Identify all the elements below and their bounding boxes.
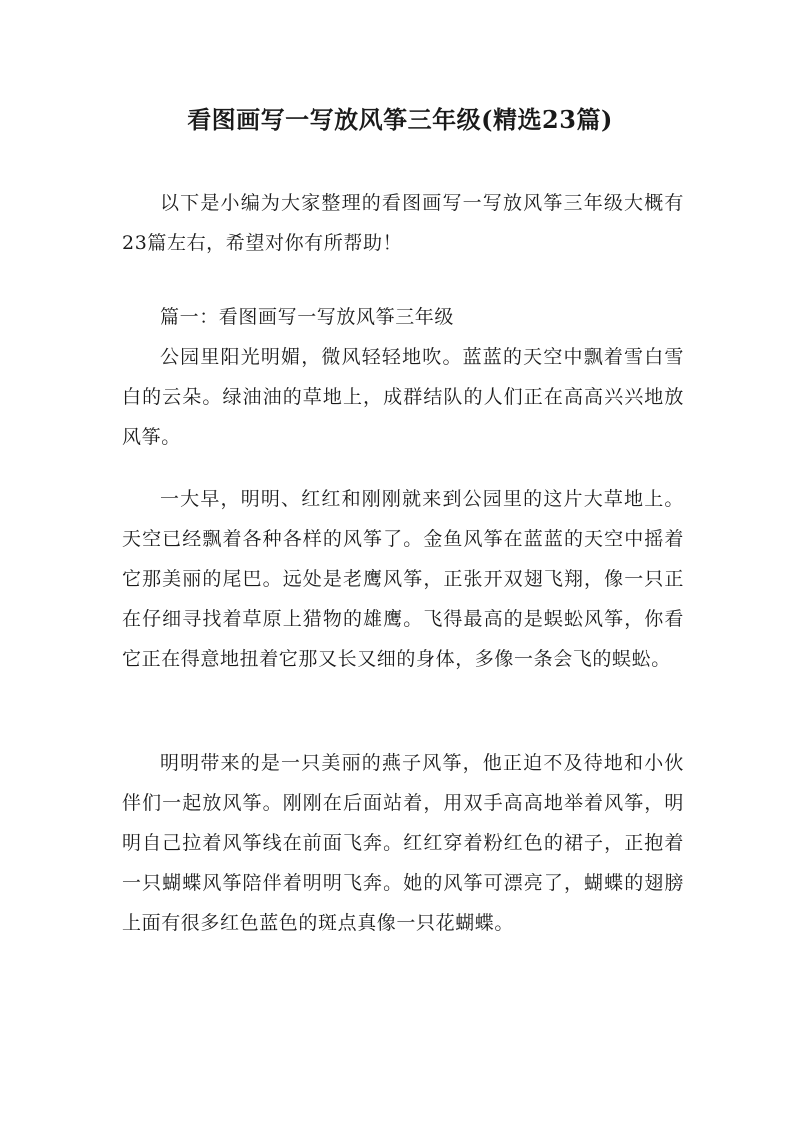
paragraph-1: 公园里阳光明媚，微风轻轻地吹。蓝蓝的天空中飘着雪白雪白的云朵。绿油油的草地上，成群结队的人们正在高高兴兴地放风筝。 [122,346,684,448]
section-heading: 篇一：看图画写一写放风筝三年级 [160,306,455,328]
paragraph-3-block [122,743,684,943]
intro-block [122,183,684,263]
section-one [122,297,684,457]
intro-paragraph: 以下是小编为大家整理的看图画写一写放风筝三年级大概有23篇左右，希望对你有所帮助！ [122,192,684,254]
paragraph-2: 一大早，明明、红红和刚刚就来到公园里的这片大草地上。天空已经飘着各种各样的风筝了。金鱼风筝在蓝蓝的天空中摇着它那美丽的尾巴。远处是老鹰风筝，正张开双翅飞翔，像一只正在仔细寻找着草原上猎物的雄鹰。飞得最高的是蜈蚣风筝，你看它正在得意地扭着它那又长又细的身体，多像一条会飞的蜈蚣。 [122,488,684,670]
paragraph-3: 明明带来的是一只美丽的燕子风筝，他正迫不及待地和小伙伴们一起放风筝。刚刚在后面站着，用双手高高地举着风筝，明明自己拉着风筝线在前面飞奔。红红穿着粉红色的裙子，正抱着一只蝴蝶风筝陪伴着明明飞奔。她的风筝可漂亮了，蝴蝶的翅膀上面有很多红色蓝色的斑点真像一只花蝴蝶。 [122,752,684,934]
paragraph-2-block [122,479,684,679]
document-title: 看图画写一写放风筝三年级(精选23篇) [187,105,613,134]
